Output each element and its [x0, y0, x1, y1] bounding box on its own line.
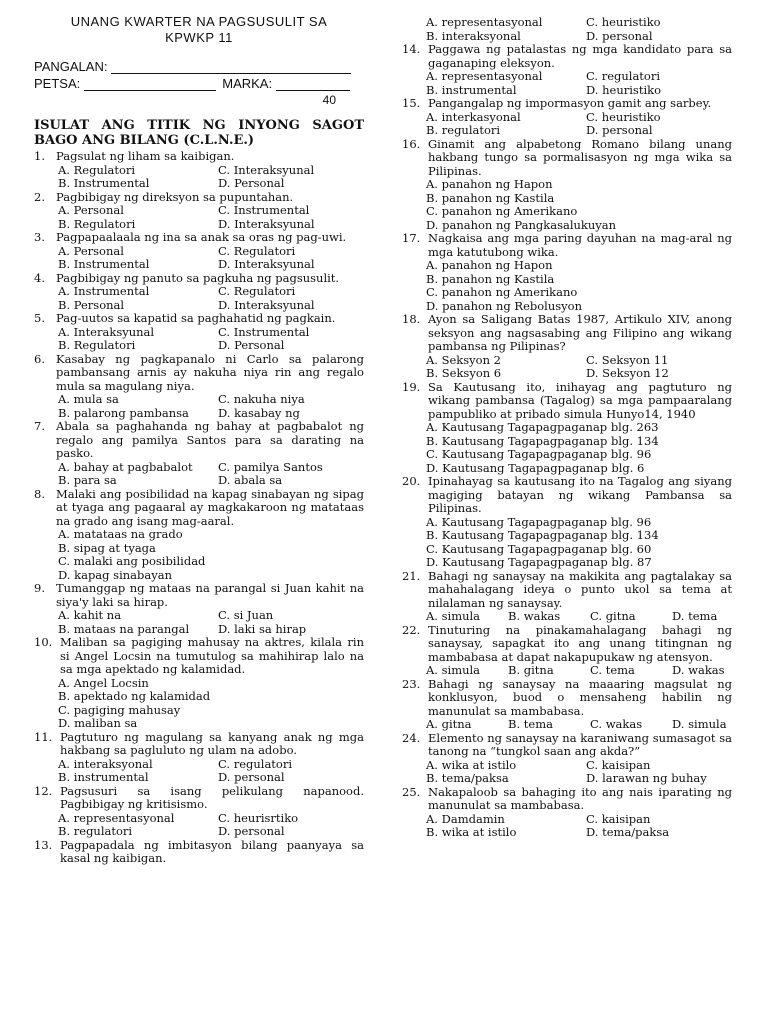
answer-options — [402, 718, 732, 732]
answer-option: C. panahon ng Amerikano — [426, 285, 578, 299]
question-stem — [34, 231, 364, 245]
answer-option: C. regulatori — [586, 69, 661, 83]
question-number: 25. — [402, 784, 421, 799]
answer-option: B. instrumental — [426, 82, 517, 97]
question-number: 7. — [34, 419, 45, 433]
answer-option: C. wakas — [590, 717, 643, 731]
answer-option: C. tema — [590, 663, 635, 677]
question-text: Abala sa paghahanda ng bahay at pagbabalot ng regalo ang pamilya Santos para sa darating na pasko. — [56, 419, 364, 460]
answer-option: D. panahon ng Pangkasalukuyan — [426, 217, 617, 232]
question-stem — [402, 570, 732, 611]
answer-option: A. matataas na grado — [58, 527, 183, 541]
score-label: MARKA: — [222, 76, 273, 91]
question-number: 23. — [402, 676, 421, 691]
answer-options — [402, 16, 732, 43]
answer-option: B. Seksyon 6 — [426, 366, 502, 380]
question-number: 17. — [402, 231, 421, 245]
question-text: Elemento ng sanaysay na karaniwang sumasagot sa tanong na “tungkol saan ang akda?” — [428, 730, 732, 758]
answer-option: C. panahon ng Amerikano — [426, 204, 578, 218]
question-text: Pagpapadala ng imbitasyon bilang paanyaya sa kasal ng kaibigan. — [60, 837, 364, 865]
question-number: 12. — [34, 783, 53, 798]
question-3 — [34, 231, 364, 272]
answer-option: D. personal — [218, 770, 285, 784]
question-text: Pagtuturo ng magulang sa kanyang anak ng mga hakbang sa pagluluto ng ulam na adobo. — [60, 729, 364, 757]
question-text: Kasabay ng pagkapanalo ni Carlo sa palarong pambansang arnis ay nakuha niya rin ang regalo mula sa magulang niya. — [56, 351, 364, 393]
answer-option: B. interaksyonal — [426, 28, 521, 43]
question-stem — [402, 381, 732, 422]
question-20 — [402, 475, 732, 570]
answer-option: C. Seksyon 11 — [586, 352, 669, 367]
question-stem — [402, 475, 732, 516]
answer-option: D. personal — [586, 123, 653, 137]
question-text: Pagsulat ng liham sa kaibigan. — [56, 149, 235, 163]
question-21 — [402, 570, 732, 624]
question-stem — [402, 678, 732, 719]
answer-option: D. Kautusang Tagapagpaganap blg. 87 — [426, 555, 652, 569]
question-stem — [402, 43, 732, 70]
question-number: 8. — [34, 486, 45, 501]
question-stem — [34, 785, 364, 812]
answer-options — [34, 245, 364, 272]
answer-option: A. interkasyonal — [426, 109, 521, 124]
answer-options — [402, 178, 732, 232]
answer-option: B. instrumental — [58, 770, 149, 784]
question-number: 9. — [34, 581, 45, 595]
answer-option: C. kaisipan — [586, 757, 651, 772]
question-text: Bahagi ng sanaysay na makikita ang pagtalakay sa mahahalagang ideya o punto ukol sa tema at nilalaman ng sanaysay. — [428, 568, 732, 610]
answer-options — [402, 664, 732, 678]
answer-option: B. tema — [508, 717, 553, 731]
answer-option: C. gitna — [590, 609, 636, 623]
left-column — [34, 14, 364, 866]
question-14 — [402, 43, 732, 97]
answer-option: B. Regulatori — [58, 338, 136, 352]
answer-option: C. Kautusang Tagapagpaganap blg. 60 — [426, 541, 652, 556]
answer-option: D. panahon ng Rebolusyon — [426, 298, 582, 313]
answer-option: A. Angel Locsin — [58, 675, 149, 690]
question-24 — [402, 732, 732, 786]
answer-options — [34, 758, 364, 785]
question-number: 4. — [34, 270, 45, 285]
question-text: Sa Kautusang ito, inihayag ang pagtuturo ng wikang pambansa (Tagalog) sa mga pampaaralang pampubliko at pribado simula Hunyo14, 1940 — [428, 379, 732, 421]
answer-option: D. Interaksyunal — [218, 297, 315, 312]
question-18 — [402, 313, 732, 381]
question-text: Pagsusuri sa isang pelikulang napanood. Pagbibigay ng kritisismo. — [60, 783, 364, 811]
answer-option: B. panahon ng Kastila — [426, 190, 555, 205]
question-text: Ginamit ang alpabetong Romano bilang unang hakbang tungo sa pormalisasyon ng mga wika sa Pilipinas. — [428, 136, 732, 178]
question-text: Pangangalap ng impormasyon gamit ang sarbey. — [428, 96, 712, 110]
question-15 — [402, 97, 732, 138]
question-stem — [34, 420, 364, 461]
question-6 — [34, 353, 364, 421]
question-text: Pagbibigay ng panuto sa pagkuha ng pagsusulit. — [56, 270, 340, 285]
question-text: Nagkaisa ang mga paring dayuhan na mag-aral ng mga katutubong wika. — [428, 231, 732, 259]
question-number: 11. — [34, 729, 53, 744]
answer-options — [402, 70, 732, 97]
answer-options — [402, 111, 732, 138]
answer-option: A. representasyonal — [426, 69, 543, 83]
question-text: Bahagi ng sanaysay na maaaring magsulat ng konklusyon, buod o mensaheng habilin ng manunulat sa mambabasa. — [428, 676, 732, 718]
question-number: 14. — [402, 42, 421, 56]
question-stem — [34, 731, 364, 758]
answer-options — [34, 393, 364, 420]
question-number: 6. — [34, 351, 45, 366]
question-number: 2. — [34, 189, 45, 204]
answer-options — [34, 609, 364, 636]
answer-option: A. gitna — [426, 717, 472, 731]
question-16 — [402, 138, 732, 233]
question-9 — [34, 582, 364, 636]
question-stem — [34, 353, 364, 394]
question-number: 10. — [34, 635, 53, 649]
answer-option: B. Personal — [58, 297, 125, 312]
question-stem — [34, 582, 364, 609]
answer-option: B. regulatori — [426, 123, 501, 137]
answer-option: B. apektado ng kalamidad — [58, 689, 211, 703]
answer-option: A. Interaksyunal — [58, 324, 155, 339]
question-number: 15. — [402, 96, 421, 110]
question-stem — [402, 138, 732, 179]
answer-option: C. heuristiko — [586, 15, 661, 29]
answer-option: A. mula sa — [58, 392, 119, 406]
answer-option: B. Kautusang Tagapagpaganap blg. 134 — [426, 433, 659, 448]
answer-option: B. regulatori — [58, 824, 133, 838]
answer-options — [34, 326, 364, 353]
answer-option: D. Seksyon 12 — [586, 366, 669, 380]
question-stem — [402, 232, 732, 259]
answer-options — [34, 164, 364, 191]
question-text: Maliban sa pagiging mahusay na aktres, kilala rin si Angel Locsin na tumutulog sa mahihirap lalo na sa mga apektado ng kalamidad. — [60, 635, 364, 676]
answer-option: A. Personal — [58, 203, 124, 217]
answer-option: A. simula — [426, 663, 481, 677]
answer-options — [402, 759, 732, 786]
exam-title-line2: KPWKP 11 — [165, 30, 233, 45]
right-column — [402, 16, 732, 840]
question-stem — [34, 312, 364, 326]
answer-option: D. wakas — [672, 663, 725, 677]
question-text: Pagbibigay ng direksyon sa pupuntahan. — [56, 189, 294, 204]
answer-option: C. nakuha niya — [218, 392, 305, 406]
answer-option: D. larawan ng buhay — [586, 771, 707, 785]
answer-options — [402, 516, 732, 570]
name-row — [34, 58, 364, 74]
question-text: Ipinahayag sa kautusang ito na Tagalog ang siyang magiging batayan ng wikang Pambansa sa Pilipinas. — [428, 474, 732, 515]
answer-option: B. tema/paksa — [426, 771, 509, 785]
answer-option: D. maliban sa — [58, 716, 138, 730]
question-stem — [34, 272, 364, 286]
question-text: Pagpapaalaala ng ina sa anak sa oras ng pag-uwi. — [56, 230, 347, 244]
answer-option: D. kapag sinabayan — [58, 567, 173, 582]
answer-options — [402, 421, 732, 475]
question-text: Malaki ang posibilidad na kapag sinabayan ng sipag at tyaga ang pagaaral ay magkakaroon ng matataas na grado ang isang mag-aaral. — [56, 486, 364, 528]
answer-option: D. personal — [218, 824, 285, 838]
question-text: Pag-uutos sa kapatid sa paghahatid ng pagkain. — [56, 311, 336, 325]
question-list-left — [34, 150, 364, 866]
answer-option: A. Kautusang Tagapagpaganap blg. 96 — [426, 514, 652, 529]
answer-option: D. Interaksyunal — [218, 257, 315, 271]
answer-option: A. simula — [426, 609, 481, 623]
question-17 — [402, 232, 732, 313]
answer-option: A. Kautusang Tagapagpaganap blg. 263 — [426, 420, 659, 434]
answer-option: D. Kautusang Tagapagpaganap blg. 6 — [426, 460, 645, 475]
question-stem — [34, 191, 364, 205]
answer-option: D. personal — [586, 28, 653, 43]
question-23 — [402, 678, 732, 732]
instructions: ISULAT ANG TITIK NG INYONG SAGOT BAGO ANG BILANG (C.L.N.E.) — [34, 118, 364, 148]
exam-header — [34, 14, 364, 46]
name-field[interactable] — [111, 60, 351, 74]
question-text: Tumanggap ng mataas na parangal si Juan kahit na siya'y laki sa hirap. — [56, 581, 364, 609]
answer-option: C. pamilya Santos — [218, 459, 323, 474]
date-score-row — [34, 75, 364, 91]
answer-option: A. panahon ng Hapon — [426, 258, 553, 272]
question-13 — [402, 16, 732, 43]
answer-option: C. kaisipan — [586, 811, 651, 826]
answer-option: C. Kautusang Tagapagpaganap blg. 96 — [426, 447, 652, 461]
answer-options — [402, 813, 732, 840]
answer-options — [402, 610, 732, 624]
date-field[interactable] — [84, 77, 216, 91]
answer-option: C. malaki ang posibilidad — [58, 554, 206, 568]
answer-option: B. palarong pambansa — [58, 405, 189, 420]
answer-option: B. gitna — [508, 663, 554, 677]
question-12 — [34, 785, 364, 839]
answer-option: B. panahon ng Kastila — [426, 271, 555, 286]
answer-option: C. Instrumental — [218, 324, 310, 339]
question-stem — [34, 636, 364, 677]
question-stem — [402, 786, 732, 813]
question-number: 22. — [402, 622, 421, 637]
answer-option: A. Personal — [58, 243, 124, 258]
answer-options — [402, 354, 732, 381]
question-number: 21. — [402, 568, 421, 583]
question-11 — [34, 731, 364, 785]
answer-option: C. heuristiko — [586, 109, 661, 124]
question-number: 1. — [34, 149, 45, 163]
answer-option: D. tema — [672, 609, 718, 623]
question-text: Nakapaloob sa bahaging ito ang nais iparating ng manunulat sa mambabasa. — [428, 784, 732, 812]
question-stem — [34, 839, 364, 866]
question-22 — [402, 624, 732, 678]
score-field[interactable] — [276, 77, 350, 91]
answer-option: C. Regulatori — [218, 284, 296, 298]
question-text: Paggawa ng patalastas ng mga kandidato para sa gaganaping eleksyon. — [428, 42, 732, 70]
answer-option: B. wakas — [508, 609, 561, 623]
question-number: 3. — [34, 230, 45, 244]
total-score: 40 — [322, 93, 336, 107]
question-stem — [402, 732, 732, 759]
answer-option: A. wika at istilo — [426, 757, 517, 772]
question-number: 20. — [402, 474, 421, 488]
answer-options — [34, 677, 364, 731]
answer-option: A. Instrumental — [58, 284, 150, 298]
answer-option: A. panahon ng Hapon — [426, 177, 553, 191]
answer-option: B. wika at istilo — [426, 825, 517, 839]
question-text: Tinuturing na pinakamahalagang bahagi ng sanaysay, sapagkat ito ang unang titingnan ng mambabasa at dapat nakapupukaw ng atensyon. — [428, 622, 732, 664]
answer-option: A. Regulatori — [58, 162, 136, 177]
question-8 — [34, 488, 364, 583]
question-stem — [34, 488, 364, 529]
answer-option: A. representasyonal — [426, 15, 543, 29]
question-stem — [402, 313, 732, 354]
answer-option: C. Regulatori — [218, 243, 296, 258]
answer-option: D. tema/paksa — [586, 825, 670, 839]
question-25 — [402, 786, 732, 840]
answer-option: C. heurisrtiko — [218, 810, 299, 825]
answer-option: D. Interaksyunal — [218, 216, 315, 231]
answer-options — [34, 461, 364, 488]
answer-option: A. kahit na — [58, 608, 122, 622]
answer-option: B. mataas na parangal — [58, 621, 190, 636]
name-label: PANGALAN: — [34, 59, 108, 74]
answer-option: D. kasabay ng — [218, 405, 300, 420]
question-1 — [34, 150, 364, 191]
question-13 — [34, 839, 364, 866]
answer-option: D. Personal — [218, 176, 285, 190]
answer-option: C. pagiging mahusay — [58, 702, 181, 717]
answer-option: B. Instrumental — [58, 257, 150, 271]
answer-options — [402, 259, 732, 313]
question-text: Ayon sa Saligang Batas 1987, Artikulo XIV, anong seksyon ang nagsasabing ang Filipino ang wikang pambansa ng Pilipinas? — [428, 312, 732, 353]
answer-option: D. laki sa hirap — [218, 621, 307, 636]
answer-option: C. Interaksyunal — [218, 162, 315, 177]
answer-option: B. Instrumental — [58, 176, 150, 190]
question-5 — [34, 312, 364, 353]
answer-option: A. interaksyonal — [58, 756, 153, 771]
question-stem — [34, 150, 364, 164]
answer-option: A. Seksyon 2 — [426, 352, 501, 367]
question-2 — [34, 191, 364, 232]
answer-option: D. simula — [672, 717, 727, 731]
question-10 — [34, 636, 364, 731]
date-label: PETSA: — [34, 76, 81, 91]
question-number: 18. — [402, 312, 421, 326]
answer-option: D. heuristiko — [586, 82, 662, 97]
answer-option: D. abala sa — [218, 473, 283, 487]
answer-option: A. bahay at pagbabalot — [58, 459, 193, 474]
answer-options — [34, 204, 364, 231]
answer-option: B. para sa — [58, 473, 117, 487]
question-19 — [402, 381, 732, 476]
question-list-right — [402, 16, 732, 840]
question-stem — [402, 624, 732, 665]
question-4 — [34, 272, 364, 313]
question-number: 13. — [34, 837, 53, 852]
question-7 — [34, 420, 364, 488]
answer-option: D. Personal — [218, 338, 285, 352]
answer-option: A. representasyonal — [58, 810, 175, 825]
answer-option: B. sipag at tyaga — [58, 540, 156, 555]
answer-options — [34, 812, 364, 839]
answer-option: B. Kautusang Tagapagpaganap blg. 134 — [426, 528, 659, 542]
exam-title-line1: UNANG KWARTER NA PAGSUSULIT SA — [70, 14, 328, 29]
answer-option: A. Damdamin — [426, 811, 505, 826]
question-number: 5. — [34, 311, 45, 325]
question-number: 19. — [402, 379, 421, 394]
answer-options — [34, 528, 364, 582]
question-stem — [402, 97, 732, 111]
answer-option: C. regulatori — [218, 756, 293, 771]
answer-option: C. Instrumental — [218, 203, 310, 217]
answer-option: B. Regulatori — [58, 216, 136, 231]
question-number: 16. — [402, 136, 421, 151]
question-number: 24. — [402, 730, 421, 745]
student-info-fields — [34, 58, 364, 109]
answer-option: C. si Juan — [218, 608, 274, 622]
answer-options — [34, 285, 364, 312]
